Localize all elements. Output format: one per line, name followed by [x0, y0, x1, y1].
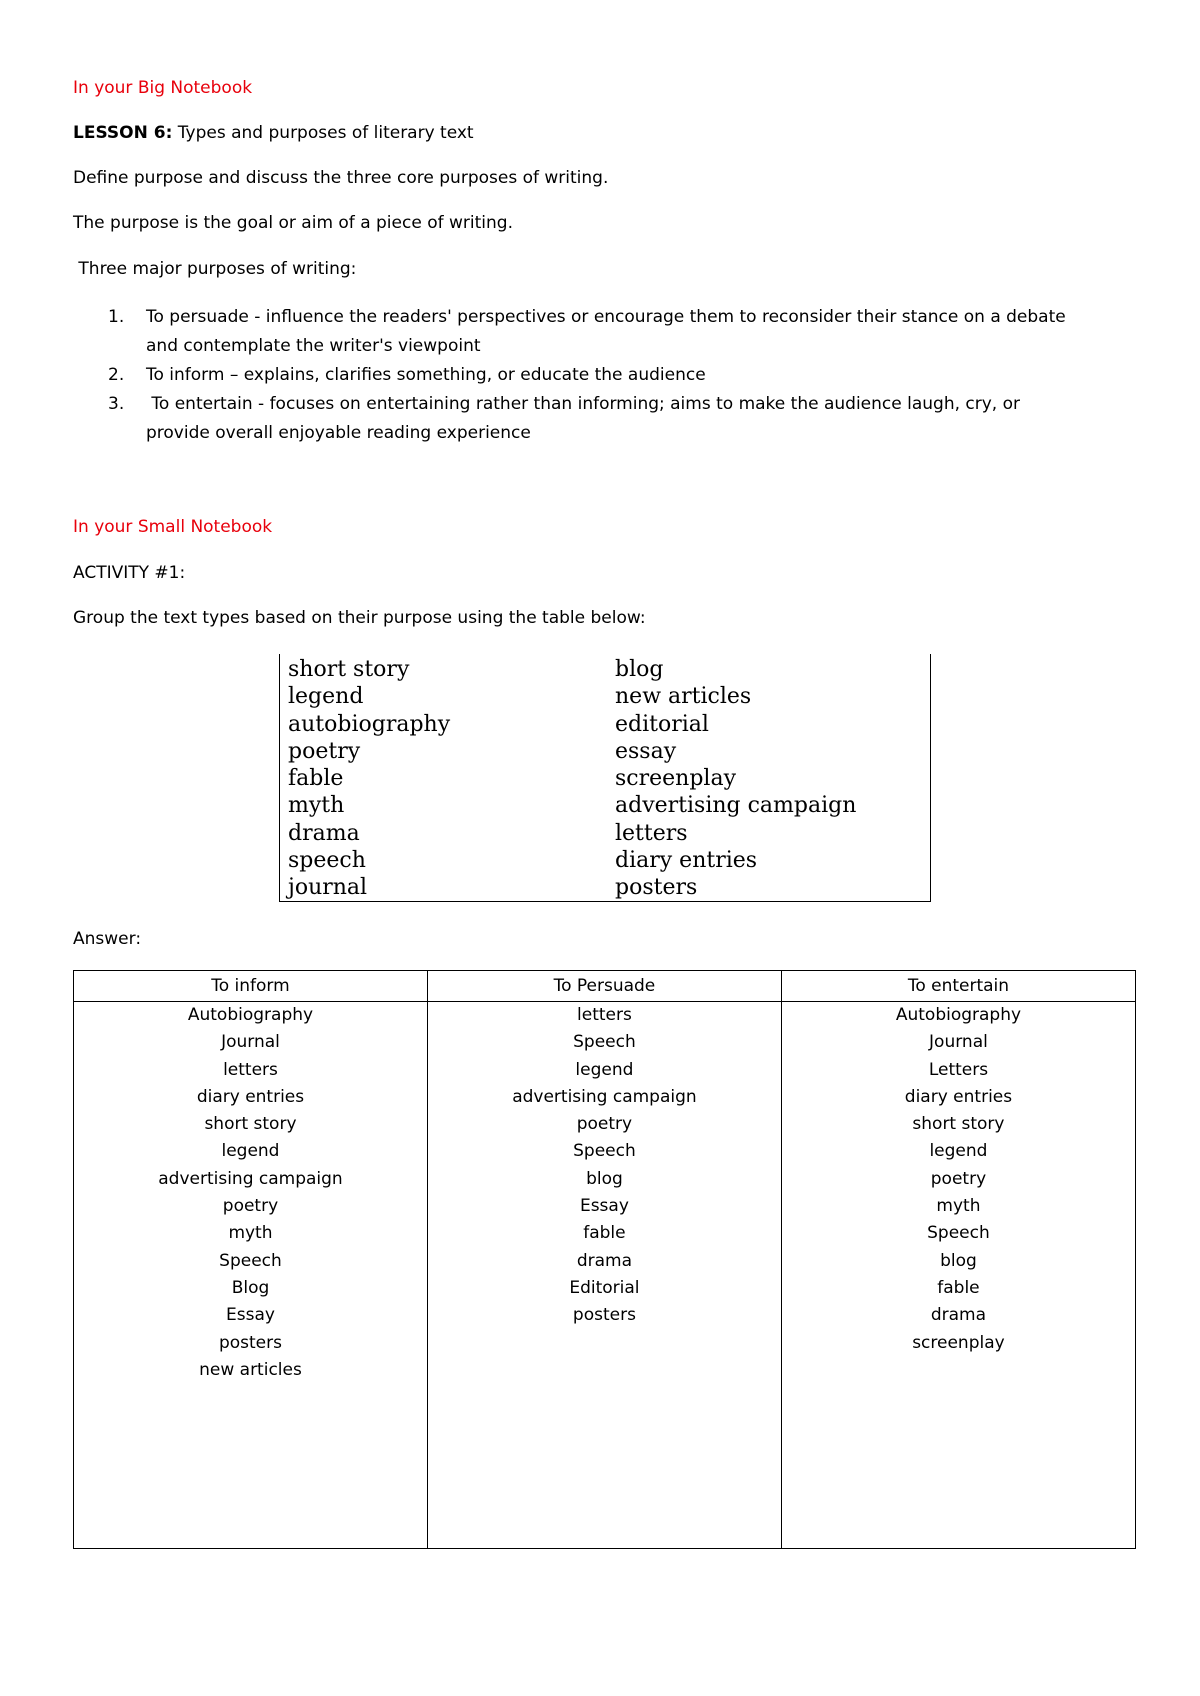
list-item: Journal — [929, 1032, 988, 1053]
purposes-list — [108, 303, 1176, 448]
list-item: diary entries — [904, 1086, 1013, 1107]
list-item-text: To entertain - focuses on entertaining rather than informing; aims to make the audience laugh, cry, or — [146, 394, 1020, 414]
lesson-line — [73, 123, 474, 143]
lesson-title: Types and purposes of literary text — [172, 123, 474, 143]
list-item: fable — [583, 1223, 626, 1244]
activity-label: ACTIVITY #1: — [73, 563, 186, 583]
list-item: Letters — [928, 1059, 989, 1080]
list-item: Speech — [573, 1141, 636, 1162]
list-item — [108, 390, 1176, 448]
table-header-row — [74, 971, 1136, 1002]
list-item: Essay — [579, 1196, 629, 1217]
list-item — [108, 361, 1176, 390]
list-item: legend — [575, 1059, 634, 1080]
list-item: screenplay — [912, 1332, 1005, 1353]
list-item: Speech — [927, 1223, 990, 1244]
text-types-box — [279, 654, 931, 902]
text-type-item: screenplay — [615, 766, 736, 792]
answer-label: Answer: — [73, 929, 142, 949]
list-item: short story — [912, 1114, 1005, 1135]
inform-cell — [74, 1002, 428, 1549]
list-item: legend — [221, 1141, 280, 1162]
text-type-item: diary entries — [615, 848, 758, 874]
text-types-column-2 — [615, 656, 856, 902]
list-item: blog — [940, 1250, 977, 1271]
text-type-item: posters — [615, 875, 698, 901]
list-item: poetry — [930, 1168, 987, 1189]
lesson-label: LESSON 6: — [73, 123, 173, 143]
list-item-number: 2. — [108, 365, 125, 385]
activity-instruction: Group the text types based on their purpose using the table below: — [73, 608, 646, 628]
list-item: myth — [936, 1196, 981, 1217]
text-type-item: autobiography — [288, 711, 451, 737]
text-type-item: drama — [288, 820, 360, 846]
list-item: advertising campaign — [158, 1168, 343, 1189]
list-item: letters — [223, 1059, 278, 1080]
text-types-column-1 — [288, 656, 450, 902]
define-line: Define purpose and discuss the three core purposes of writing. — [73, 168, 609, 188]
text-type-item: myth — [288, 793, 345, 819]
text-type-item: fable — [288, 766, 344, 792]
text-type-item: editorial — [615, 711, 709, 737]
persuade-cell — [427, 1002, 781, 1549]
list-item: letters — [577, 1005, 632, 1025]
list-item: drama — [930, 1305, 987, 1326]
table-row — [74, 1002, 1136, 1549]
text-type-item: advertising campaign — [615, 793, 857, 819]
three-purposes-heading: Three major purposes of writing: — [73, 259, 357, 279]
small-notebook-heading: In your Small Notebook — [73, 517, 273, 537]
answer-table — [73, 970, 1136, 1549]
list-item: drama — [576, 1250, 633, 1271]
header-to-entertain: To entertain — [781, 971, 1135, 1002]
list-item: Speech — [573, 1032, 636, 1053]
text-type-item: speech — [288, 848, 366, 874]
list-item: posters — [572, 1305, 636, 1326]
list-item: short story — [204, 1114, 297, 1135]
text-type-item: poetry — [288, 738, 361, 764]
list-item-number: 3. — [108, 394, 125, 414]
header-to-persuade: To Persuade — [427, 971, 781, 1002]
list-item: diary entries — [196, 1086, 305, 1107]
list-item: Editorial — [569, 1277, 640, 1298]
text-type-item: blog — [615, 657, 664, 682]
list-item: Essay — [226, 1305, 275, 1326]
text-type-item: short story — [288, 657, 410, 682]
entertain-cell — [781, 1002, 1135, 1549]
list-item: Autobiography — [895, 1005, 1022, 1025]
text-type-item: journal — [288, 875, 368, 901]
list-item: new articles — [199, 1359, 302, 1380]
list-item-text-continued: provide overall enjoyable reading experience — [146, 423, 531, 443]
purpose-definition: The purpose is the goal or aim of a piece of writing. — [73, 213, 513, 233]
list-item: myth — [228, 1223, 273, 1244]
list-item: blog — [586, 1168, 623, 1189]
header-to-inform: To inform — [74, 971, 428, 1002]
list-item-text: To inform – explains, clarifies something, or educate the audience — [146, 365, 706, 385]
list-item: poetry — [222, 1196, 279, 1217]
list-item-number: 1. — [108, 307, 125, 327]
list-item: Journal — [221, 1032, 280, 1053]
big-notebook-heading: In your Big Notebook — [73, 78, 253, 98]
text-type-item: letters — [615, 820, 688, 846]
list-item: legend — [929, 1141, 988, 1162]
list-item-text-continued: and contemplate the writer's viewpoint — [146, 336, 481, 356]
list-item: poetry — [576, 1114, 633, 1135]
text-type-item: new articles — [615, 684, 752, 710]
text-type-item: legend — [288, 684, 364, 710]
list-item — [108, 303, 1176, 361]
text-type-item: essay — [615, 738, 677, 764]
list-item: Autobiography — [187, 1005, 314, 1025]
list-item: Speech — [219, 1250, 282, 1271]
list-item: fable — [937, 1277, 980, 1298]
list-item-text: To persuade - influence the readers' perspectives or encourage them to reconsider their stance on a debate — [146, 307, 1066, 327]
list-item: posters — [218, 1332, 282, 1353]
list-item: Blog — [231, 1277, 270, 1298]
list-item: advertising campaign — [512, 1086, 697, 1107]
